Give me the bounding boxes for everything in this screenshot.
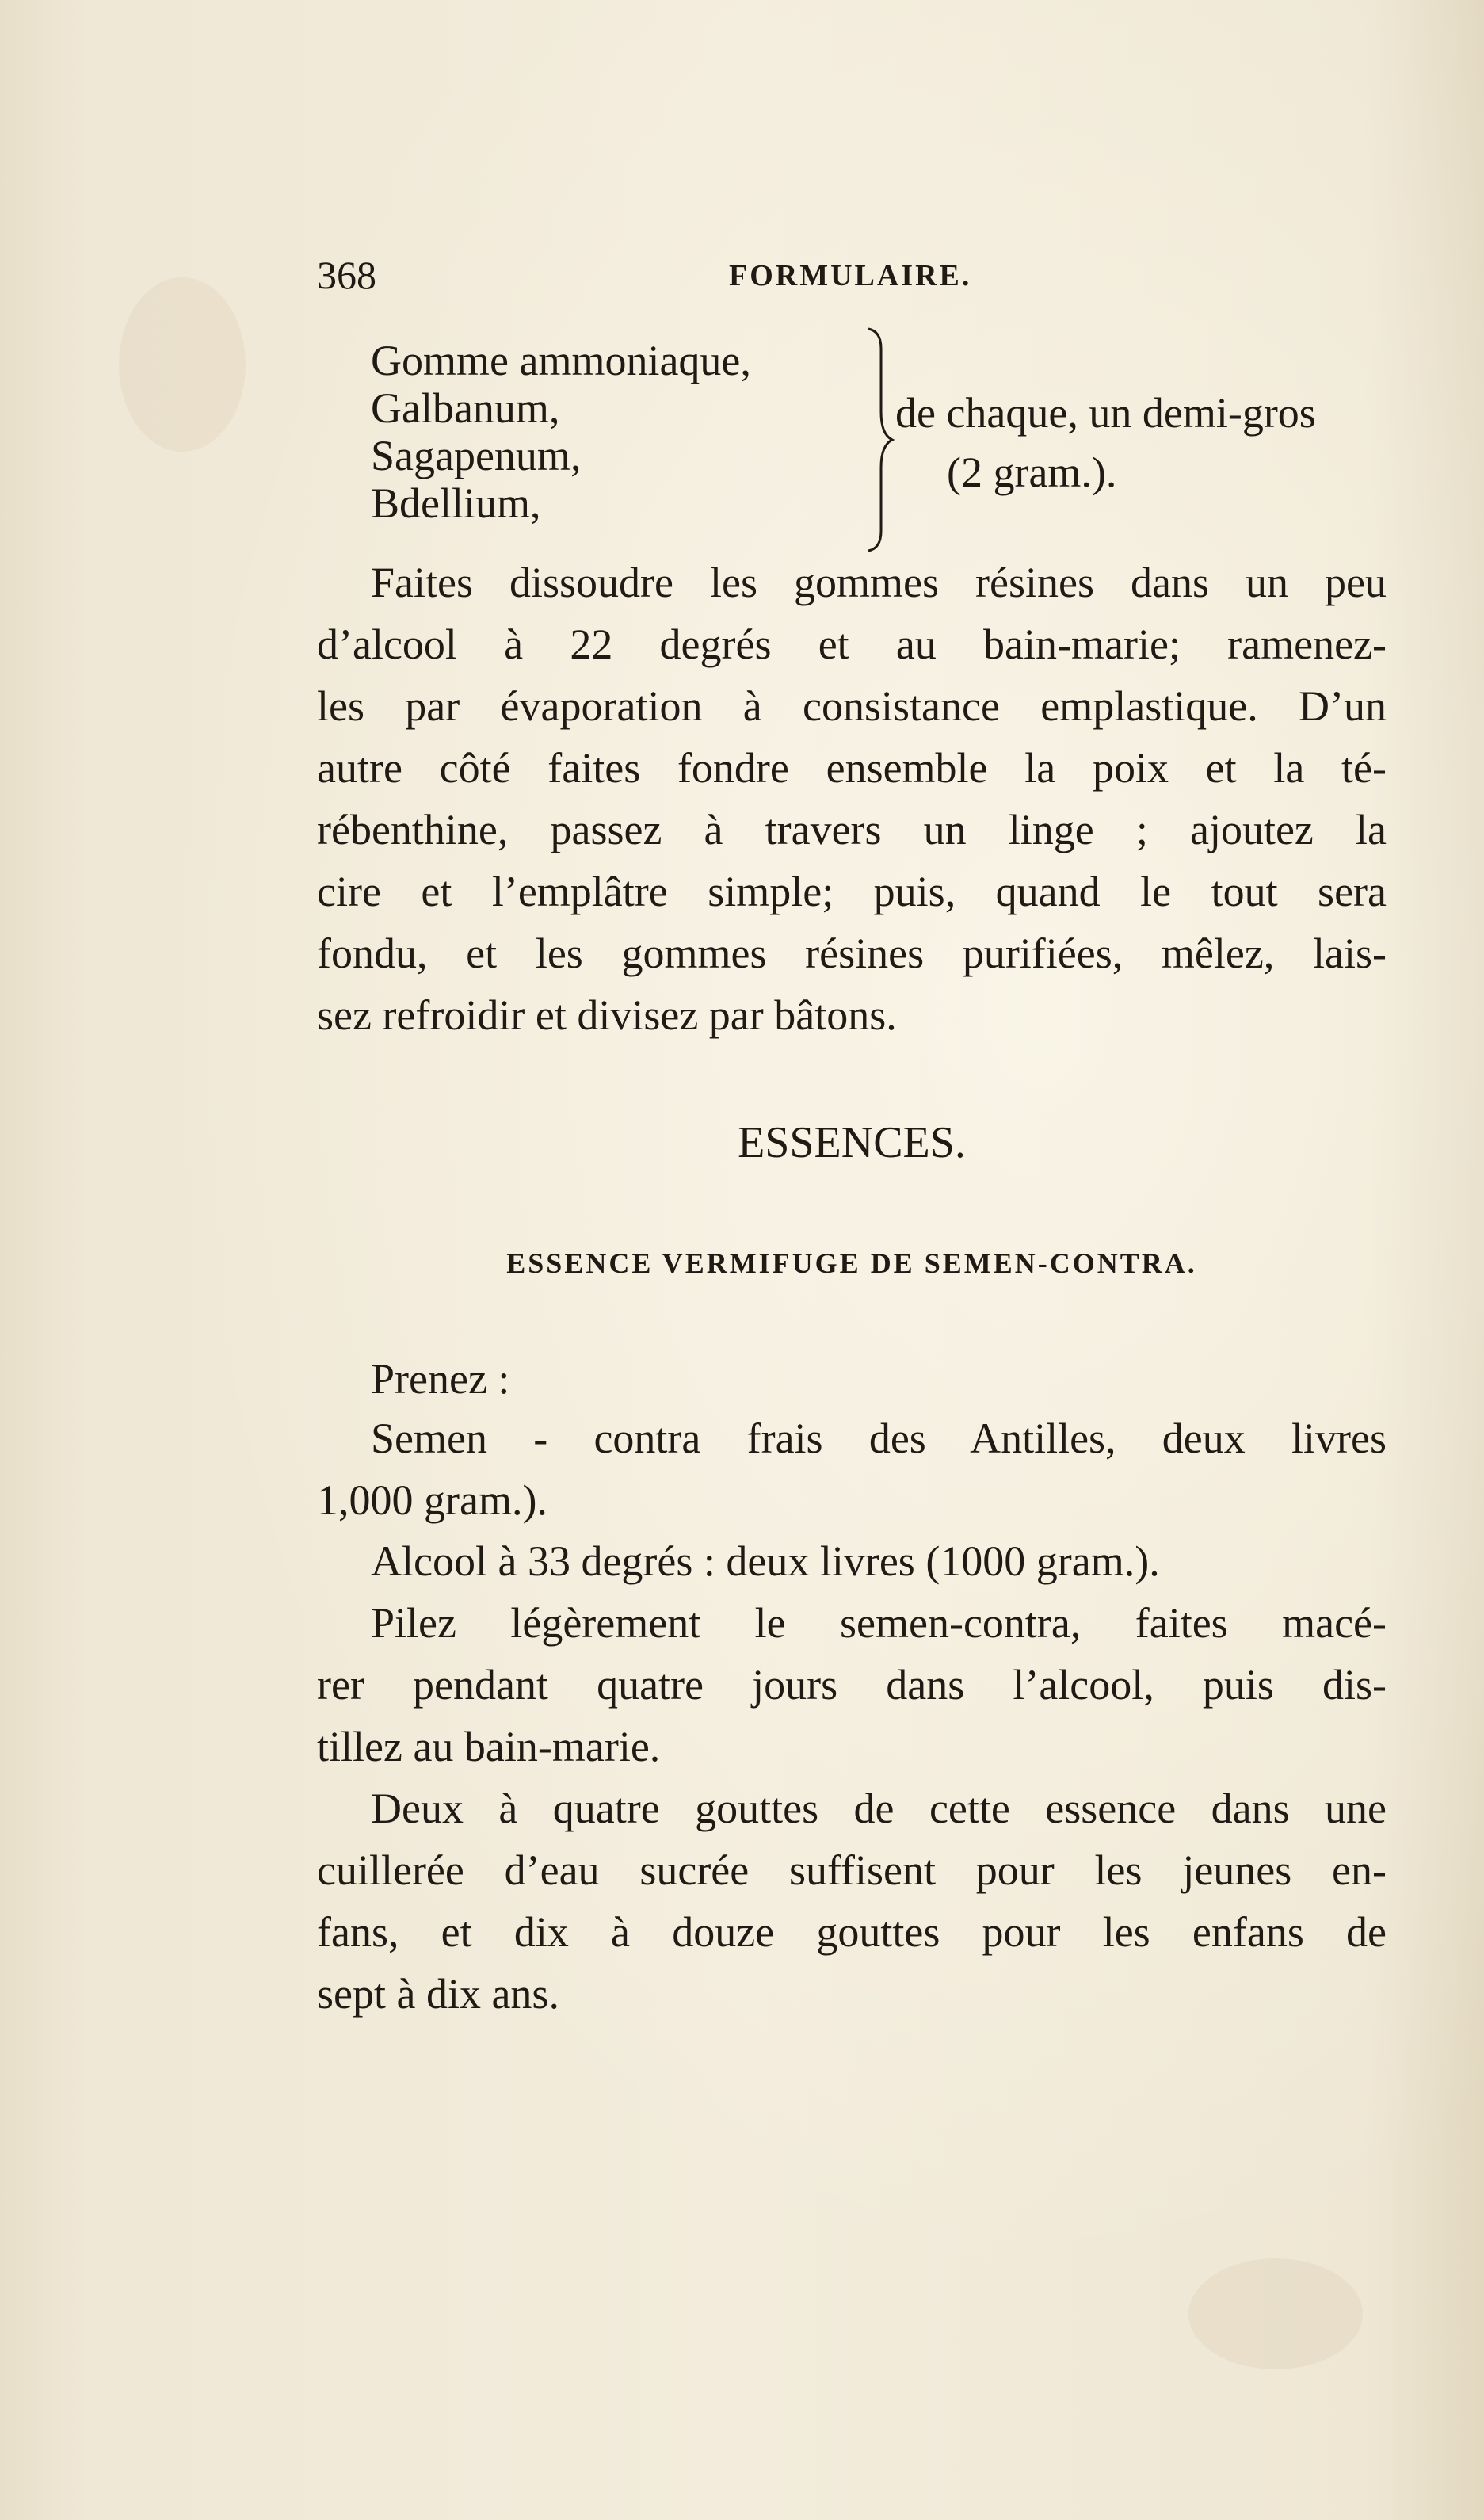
ingredient-item: Bdellium, (371, 479, 541, 527)
subsection-title: ESSENCE VERMIFUGE DE SEMEN-CONTRA. (506, 1247, 1197, 1279)
ingredient-item: Sagapenum, (371, 432, 582, 479)
page-number: 368 (317, 253, 376, 297)
recipe-item-continued: 1,000 gram.). (317, 1476, 547, 1524)
paragraph-line: rébenthine, passez à travers un linge ; ajoutez la (317, 806, 1387, 853)
paragraph-line: les par évaporation à consistance emplastique. D’un (317, 682, 1387, 730)
paper-stain (1188, 2258, 1363, 2369)
paragraph-line: Deux à quatre gouttes de cette essence dans une (371, 1785, 1387, 1832)
paragraph-line: fans, et dix à douze gouttes pour les enfans de (317, 1908, 1387, 1956)
ingredient-quantity-grams: (2 gram.). (947, 449, 1117, 496)
ingredient-list (371, 337, 751, 527)
paragraph-line: Pilez légèrement le semen-contra, faites macé- (371, 1599, 1387, 1647)
recipe-item: Semen - contra frais des Antilles, deux livres (371, 1415, 1387, 1462)
section-title: ESSENCES. (738, 1118, 966, 1167)
paragraph-line: fondu, et les gommes résines purifiées, mêlez, lais- (317, 930, 1387, 977)
page-header (317, 252, 1387, 300)
paragraph-line: sez refroidir et divisez par bâtons. (317, 991, 897, 1039)
paragraph-line: cire et l’emplâtre simple; puis, quand le tout sera (317, 868, 1387, 915)
paragraph-line: autre côté faites fondre ensemble la poix et la té- (317, 744, 1387, 792)
paragraph-line: cuillerée d’eau sucrée suffisent pour les jeunes en- (317, 1846, 1387, 1894)
paragraph-line: tillez au bain-marie. (317, 1723, 661, 1770)
paper-stain (119, 277, 246, 452)
paragraph-line: d’alcool à 22 degrés et au bain-marie; ramenez- (317, 620, 1387, 668)
ingredient-item: Galbanum, (371, 384, 560, 432)
paragraph-line: sept à dix ans. (317, 1970, 559, 2018)
paragraph-line: rer pendant quatre jours dans l’alcool, puis dis- (317, 1661, 1387, 1709)
recipe-intro: Prenez : (371, 1355, 510, 1403)
running-head: FORMULAIRE. (729, 259, 972, 292)
ingredient-item: Gomme ammoniaque, (371, 337, 751, 384)
recipe-item: Alcool à 33 degrés : deux livres (1000 gram.). (371, 1537, 1160, 1585)
ingredient-quantity: de chaque, un demi-gros (895, 389, 1316, 437)
paragraph-line: Faites dissoudre les gommes résines dans un peu (371, 559, 1387, 606)
curly-brace (864, 325, 895, 555)
